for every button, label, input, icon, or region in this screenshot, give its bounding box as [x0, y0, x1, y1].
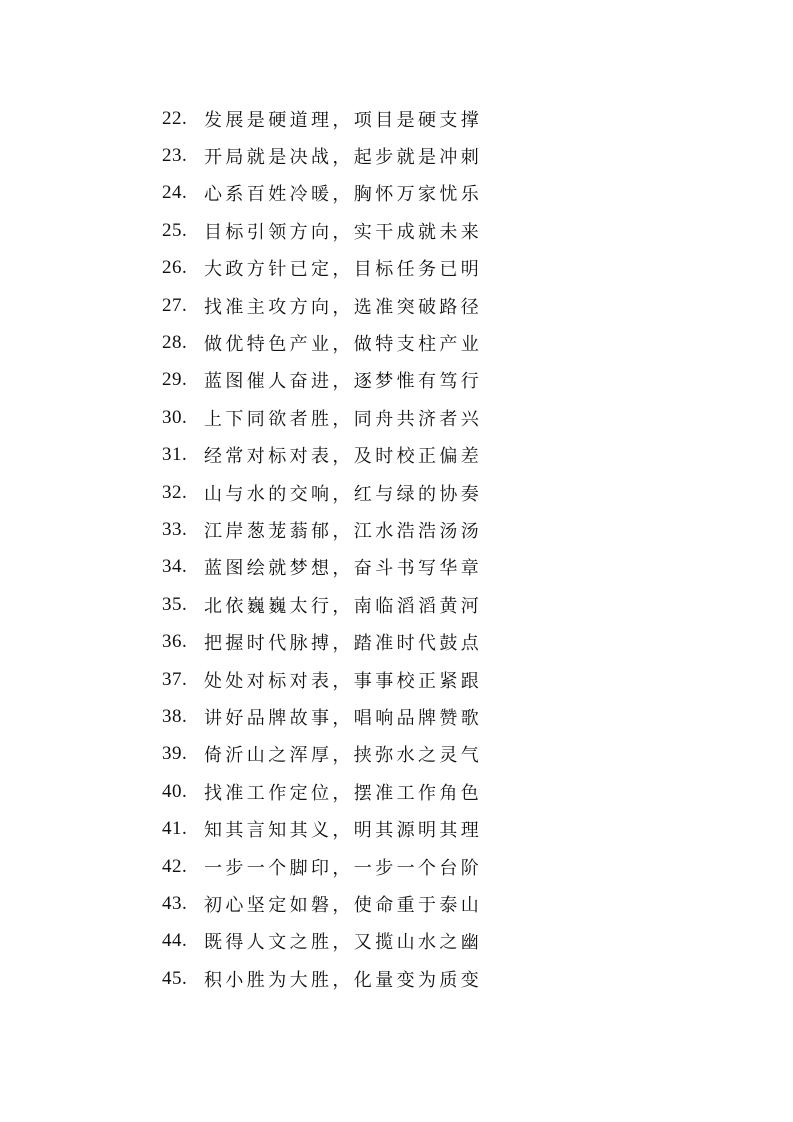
item-text: 知其言知其义，明其源明其理 [204, 820, 483, 842]
list-item [162, 661, 492, 698]
list-item [162, 137, 492, 174]
item-text: 目标引领方向，实干成就未来 [204, 221, 483, 243]
item-number: 31. [162, 444, 188, 466]
list-item [162, 736, 492, 773]
item-text: 蓝图催人奋进，逐梦惟有笃行 [204, 371, 483, 393]
item-number: 27. [162, 294, 188, 316]
list-item [162, 250, 492, 287]
item-number: 40. [162, 780, 188, 802]
list-item [162, 810, 492, 847]
item-number: 42. [162, 855, 188, 877]
list-item [162, 885, 492, 922]
item-number: 35. [162, 593, 188, 615]
item-text: 心系百姓冷暖，胸怀万家忧乐 [204, 184, 483, 206]
item-number: 44. [162, 930, 188, 952]
list-item [162, 437, 492, 474]
list-item [162, 923, 492, 960]
item-text: 讲好品牌故事，唱响品牌赞歌 [204, 707, 483, 729]
item-number: 32. [162, 481, 188, 503]
item-number: 23. [162, 145, 188, 167]
item-text: 处处对标对表，事事校正紧跟 [204, 670, 483, 692]
list-item [162, 549, 492, 586]
item-number: 39. [162, 743, 188, 765]
item-text: 既得人文之胜，又揽山水之幽 [204, 932, 483, 954]
item-text: 江岸葱茏蓊郁，江水浩浩汤汤 [204, 520, 483, 542]
list-item [162, 175, 492, 212]
list-item [162, 399, 492, 436]
item-number: 38. [162, 705, 188, 727]
item-text: 积小胜为大胜，化量变为质变 [204, 969, 483, 991]
list-item [162, 212, 492, 249]
list-item [162, 474, 492, 511]
item-number: 36. [162, 631, 188, 653]
item-text: 找准工作定位，摆准工作角色 [204, 782, 483, 804]
item-number: 28. [162, 332, 188, 354]
item-number: 37. [162, 668, 188, 690]
list-item [162, 623, 492, 660]
item-number: 34. [162, 556, 188, 578]
item-number: 22. [162, 107, 188, 129]
list-item [162, 100, 492, 137]
list-item [162, 324, 492, 361]
list-item [162, 362, 492, 399]
item-text: 倚沂山之浑厚，挟弥水之灵气 [204, 745, 483, 767]
item-text: 蓝图绘就梦想，奋斗书写华章 [204, 558, 483, 580]
item-number: 43. [162, 892, 188, 914]
item-text: 经常对标对表，及时校正偏差 [204, 446, 483, 468]
item-number: 24. [162, 182, 188, 204]
item-number: 30. [162, 406, 188, 428]
item-number: 41. [162, 818, 188, 840]
item-number: 26. [162, 257, 188, 279]
phrase-list [162, 100, 492, 997]
list-item [162, 287, 492, 324]
item-number: 33. [162, 518, 188, 540]
list-item [162, 586, 492, 623]
list-item [162, 698, 492, 735]
item-text: 初心坚定如磐，使命重于泰山 [204, 894, 483, 916]
item-text: 上下同欲者胜，同舟共济者兴 [204, 408, 483, 430]
item-text: 大政方针已定，目标任务已明 [204, 259, 483, 281]
list-item [162, 773, 492, 810]
item-text: 做优特色产业，做特支柱产业 [204, 334, 483, 356]
item-text: 北依巍巍太行，南临滔滔黄河 [204, 595, 483, 617]
list-item [162, 960, 492, 997]
item-text: 山与水的交响，红与绿的协奏 [204, 483, 483, 505]
item-text: 一步一个脚印，一步一个台阶 [204, 857, 483, 879]
item-number: 29. [162, 369, 188, 391]
item-text: 发展是硬道理，项目是硬支撑 [204, 109, 483, 131]
list-item [162, 511, 492, 548]
item-text: 把握时代脉搏，踏准时代鼓点 [204, 633, 483, 655]
list-item [162, 848, 492, 885]
item-text: 开局就是决战，起步就是冲刺 [204, 147, 483, 169]
item-text: 找准主攻方向，选准突破路径 [204, 296, 483, 318]
item-number: 45. [162, 967, 188, 989]
item-number: 25. [162, 219, 188, 241]
